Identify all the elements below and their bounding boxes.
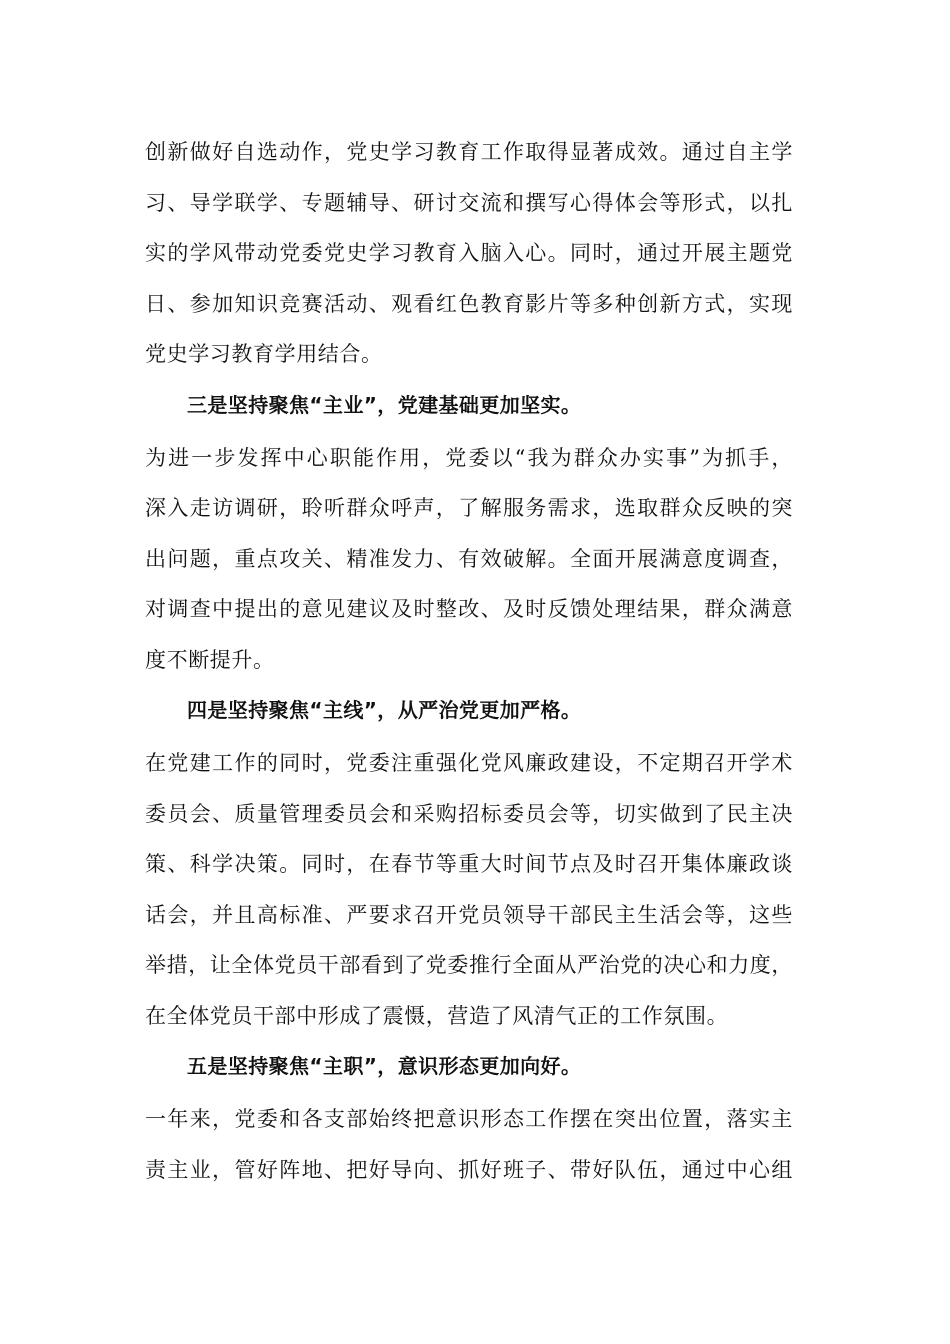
- text-line: 为进一步发挥中心职能作用，党委以“我为群众办实事”为抓手，: [145, 445, 793, 470]
- text-line: 实的学风带动党委党史学习教育入脑入心。同时，通过开展主题党: [145, 241, 793, 265]
- text-line: 对调查中提出的意见建议及时整改、及时反馈处理结果，群众满意: [145, 597, 793, 621]
- text-line: 日、参加知识竞赛活动、观看红色教育影片等多种创新方式，实现: [145, 291, 793, 316]
- text-line: 在党建工作的同时，党委注重强化党风廉政建设，不定期召开学术: [145, 751, 793, 775]
- document-body: [145, 132, 805, 1200]
- section-heading-4: 四是坚持聚焦“主线”，从严治党更加严格。: [187, 698, 582, 722]
- text-line: 一年来，党委和各支部始终把意识形态工作摆在突出位置，落实主: [145, 1107, 793, 1131]
- text-line: 党史学习教育学用结合。: [145, 342, 383, 366]
- text-line: 度不断提升。: [145, 647, 275, 672]
- paragraph-strict-governance: [145, 743, 805, 1046]
- text-line: 习、导学联学、专题辅导、研讨交流和撰写心得体会等形式，以扎: [145, 190, 793, 215]
- text-line: 策、科学决策。同时，在春节等重大时间节点及时召开集体廉政谈: [145, 852, 793, 876]
- text-line: 创新做好自选动作，党史学习教育工作取得显著成效。通过自主学: [145, 140, 793, 164]
- paragraph-main-business: [145, 438, 805, 691]
- section-heading-5: 五是坚持聚焦“主职”，意识形态更加向好。: [187, 1054, 582, 1078]
- section-heading-3: 三是坚持聚焦“主业”，党建基础更加坚实。: [187, 392, 582, 417]
- text-line: 举措，让全体党员干部看到了党委推行全面从严治党的决心和力度，: [145, 953, 793, 977]
- text-line: 深入走访调研，聆听群众呼声，了解服务需求，选取群众反映的突: [145, 496, 793, 520]
- text-line: 话会，并且高标准、严要求召开党员领导干部民主生活会等，这些: [145, 902, 793, 927]
- text-line: 出问题，重点攻关、精准发力、有效破解。全面开展满意度调查，: [145, 546, 793, 571]
- text-line: 委员会、质量管理委员会和采购招标委员会等，切实做到了民主决: [145, 801, 793, 826]
- text-line: 责主业，管好阵地、把好导向、抓好班子、带好队伍，通过中心组: [145, 1157, 793, 1182]
- paragraph-ideology: [145, 1099, 805, 1200]
- text-line: 在全体党员干部中形成了震慑，营造了风清气正的工作氛围。: [145, 1003, 729, 1028]
- paragraph-study-education: [145, 132, 805, 385]
